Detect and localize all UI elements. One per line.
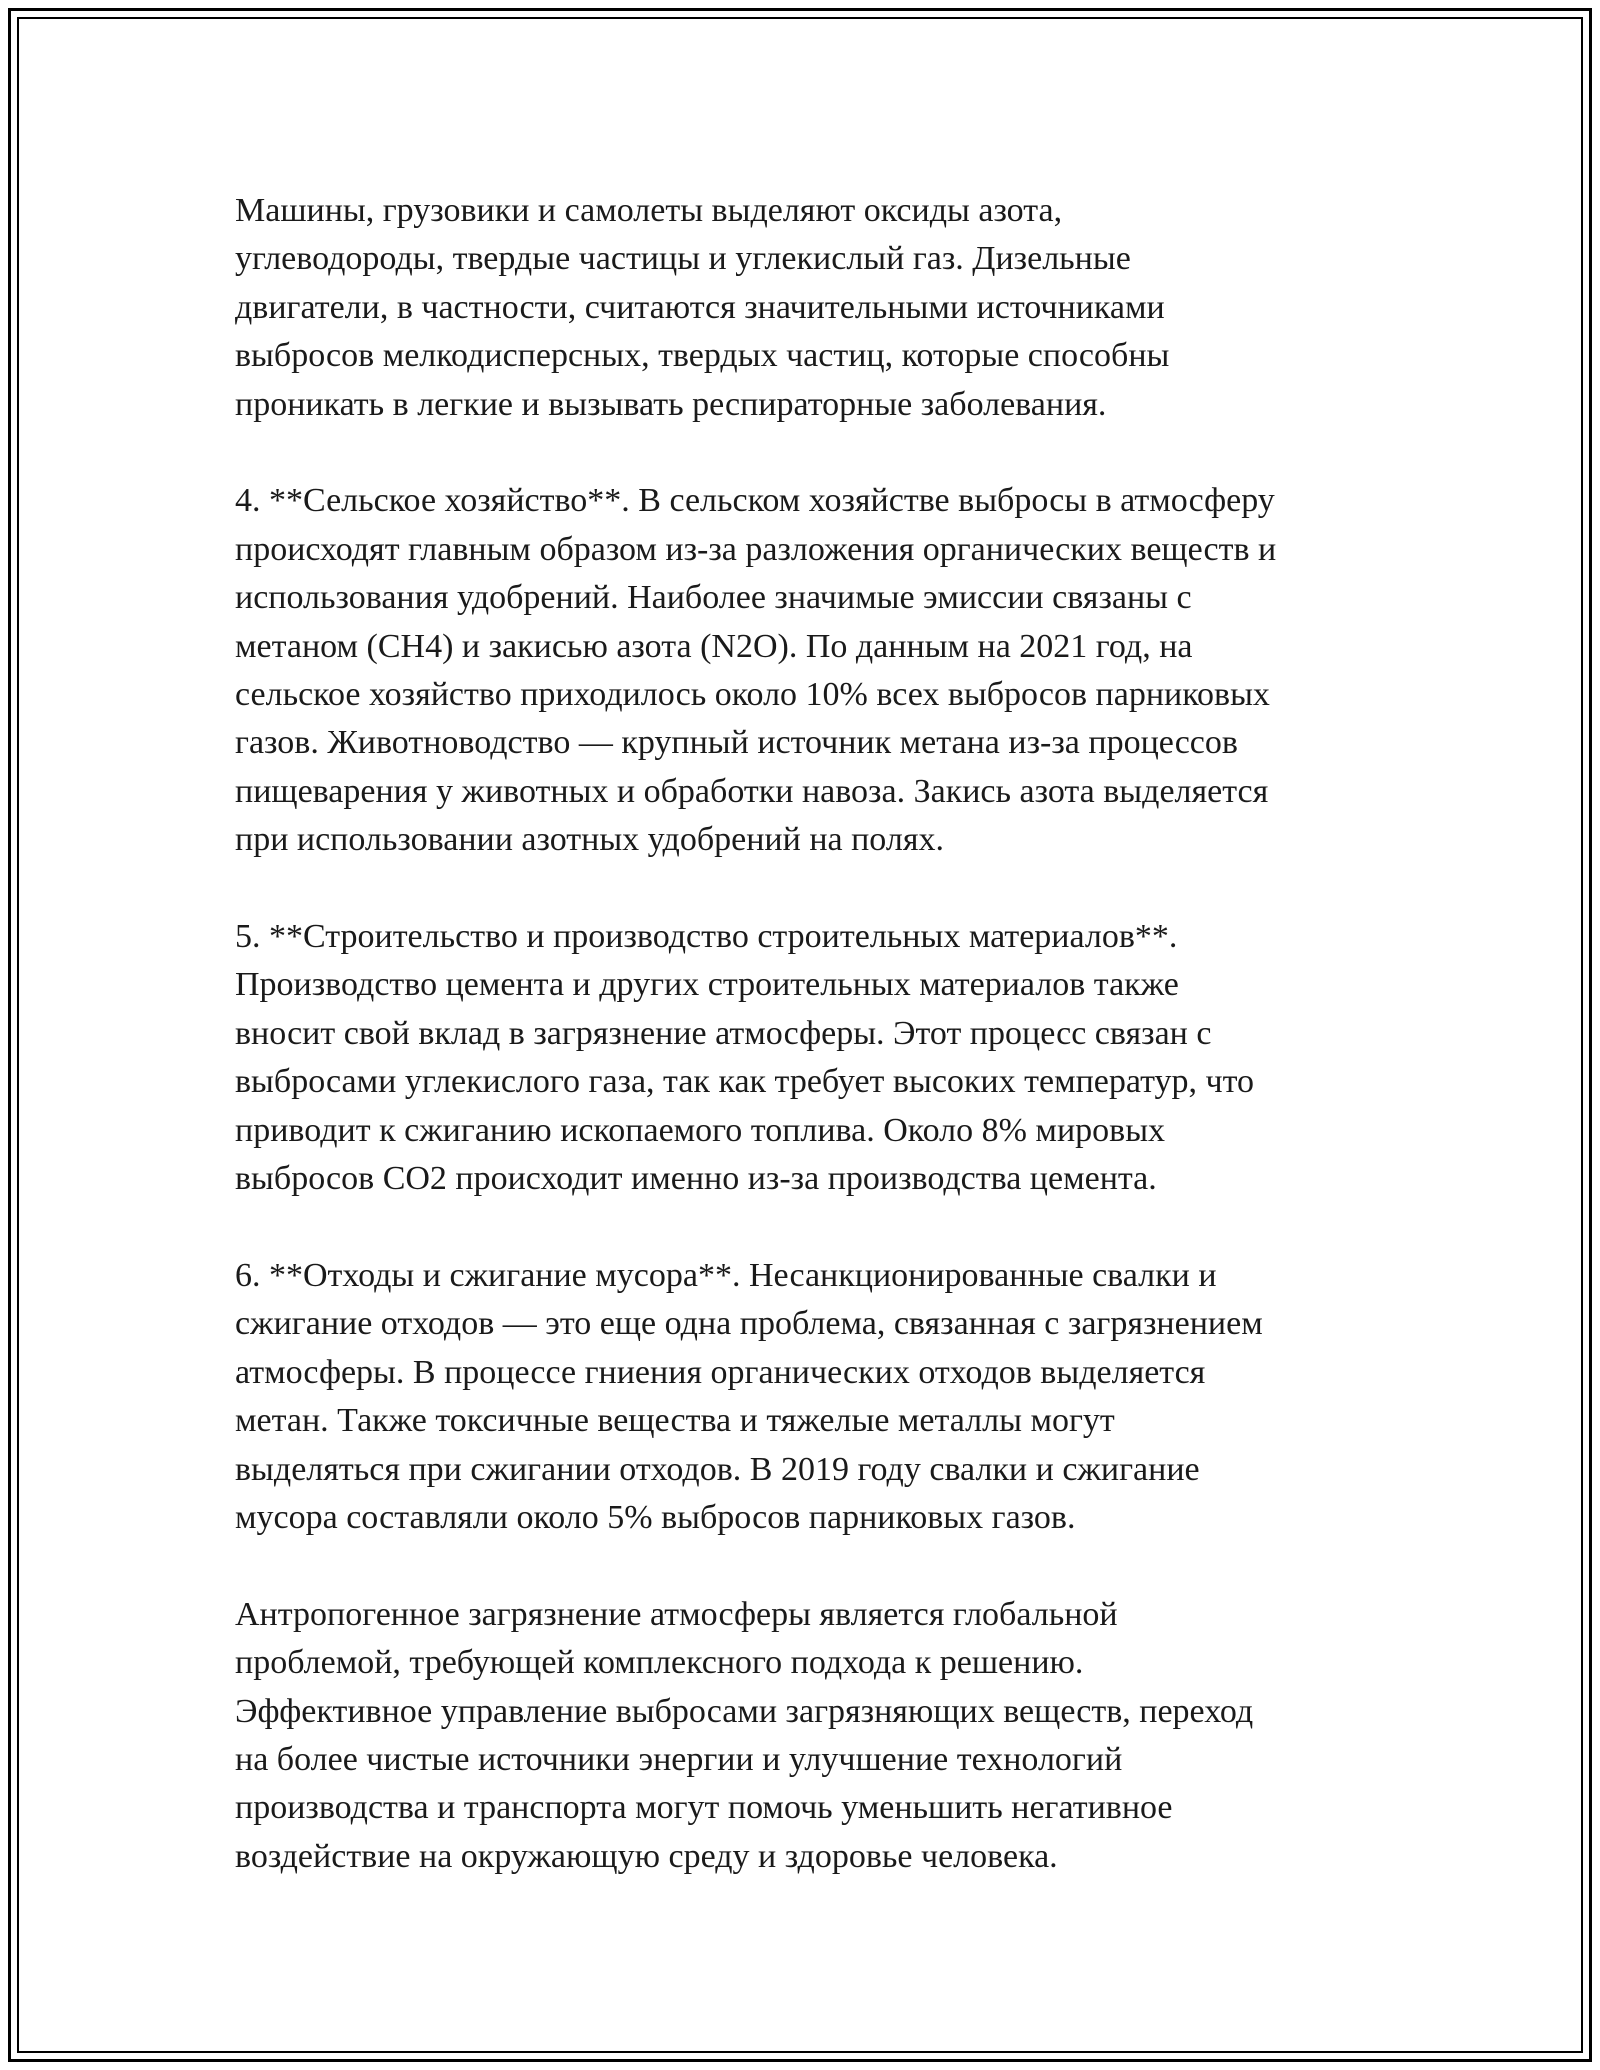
text-line: Машины, грузовики и самолеты выделяют оксиды азота,: [235, 192, 1063, 229]
text-line: проблемой, требующей комплексного подхода к решению.: [235, 1644, 1084, 1682]
text-line: на более чистые источники энергии и улучшение технологий: [235, 1740, 1123, 1778]
text-line: Эффективное управление выбросами загрязняющих веществ, переход: [235, 1692, 1254, 1730]
text-line: сжигание отходов — это еще одна проблема, связанная с загрязнением: [235, 1305, 1263, 1343]
text-line: мусора составляли около 5% выбросов парниковых газов.: [235, 1498, 1076, 1536]
paragraph-conclusion: [235, 1591, 1410, 1881]
document-body: [235, 187, 1410, 1881]
text-line: происходят главным образом из-за разложения органических веществ и: [235, 530, 1277, 568]
text-line: 4. **Сельское хозяйство**. В сельском хозяйстве выбросы в атмосферу: [235, 482, 1275, 520]
text-line: приводит к сжиганию ископаемого топлива. Около 8% мировых: [235, 1111, 1166, 1149]
text-line: углеводороды, твердые частицы и углекислый газ. Дизельные: [235, 240, 1131, 278]
text-line: вносит свой вклад в загрязнение атмосферы. Этот процесс связан с: [235, 1014, 1212, 1052]
paragraph-transport: [235, 187, 1410, 429]
text-line: сельское хозяйство приходилось около 10% всех выбросов парниковых: [235, 676, 1270, 714]
text-line: пищеварения у животных и обработки навоза. Закись азота выделяется: [235, 772, 1269, 810]
text-line: Производство цемента и других строительных материалов также: [235, 966, 1179, 1004]
text-line: использования удобрений. Наиболее значимые эмиссии связаны с: [235, 579, 1192, 617]
text-line: выделяться при сжигании отходов. В 2019 году свалки и сжигание: [235, 1450, 1200, 1488]
text-line: при использовании азотных удобрений на полях.: [235, 821, 944, 859]
text-line: 5. **Строительство и производство строительных материалов**.: [235, 918, 1178, 956]
paragraph-agriculture: [235, 477, 1410, 864]
text-line: атмосферы. В процессе гниения органических отходов выделяется: [235, 1353, 1206, 1391]
text-line: метан. Также токсичные вещества и тяжелые металлы могут: [235, 1402, 1115, 1440]
text-line: метаном (CH4) и закисью азота (N2O). По данным на 2021 год, на: [235, 627, 1193, 665]
text-line: производства и транспорта могут помочь уменьшить негативное: [235, 1789, 1173, 1827]
text-line: воздействие на окружающую среду и здоровье человека.: [235, 1837, 1058, 1875]
paragraph-construction: [235, 913, 1410, 1203]
paragraph-waste: [235, 1252, 1410, 1542]
text-line: выбросов CO2 происходит именно из-за производства цемента.: [235, 1160, 1157, 1198]
text-line: проникать в легкие и вызывать респираторные заболевания.: [235, 385, 1107, 423]
text-line: выбросов мелкодисперсных, твердых частиц, которые способны: [235, 337, 1170, 375]
text-line: Антропогенное загрязнение атмосферы является глобальной: [235, 1595, 1118, 1633]
text-line: выбросами углекислого газа, так как требует высоких температур, что: [235, 1063, 1255, 1101]
text-line: 6. **Отходы и сжигание мусора**. Несанкционированные свалки и: [235, 1256, 1217, 1294]
text-line: двигатели, в частности, считаются значительными источниками: [235, 288, 1165, 326]
text-line: газов. Животноводство — крупный источник метана из-за процессов: [235, 724, 1238, 762]
